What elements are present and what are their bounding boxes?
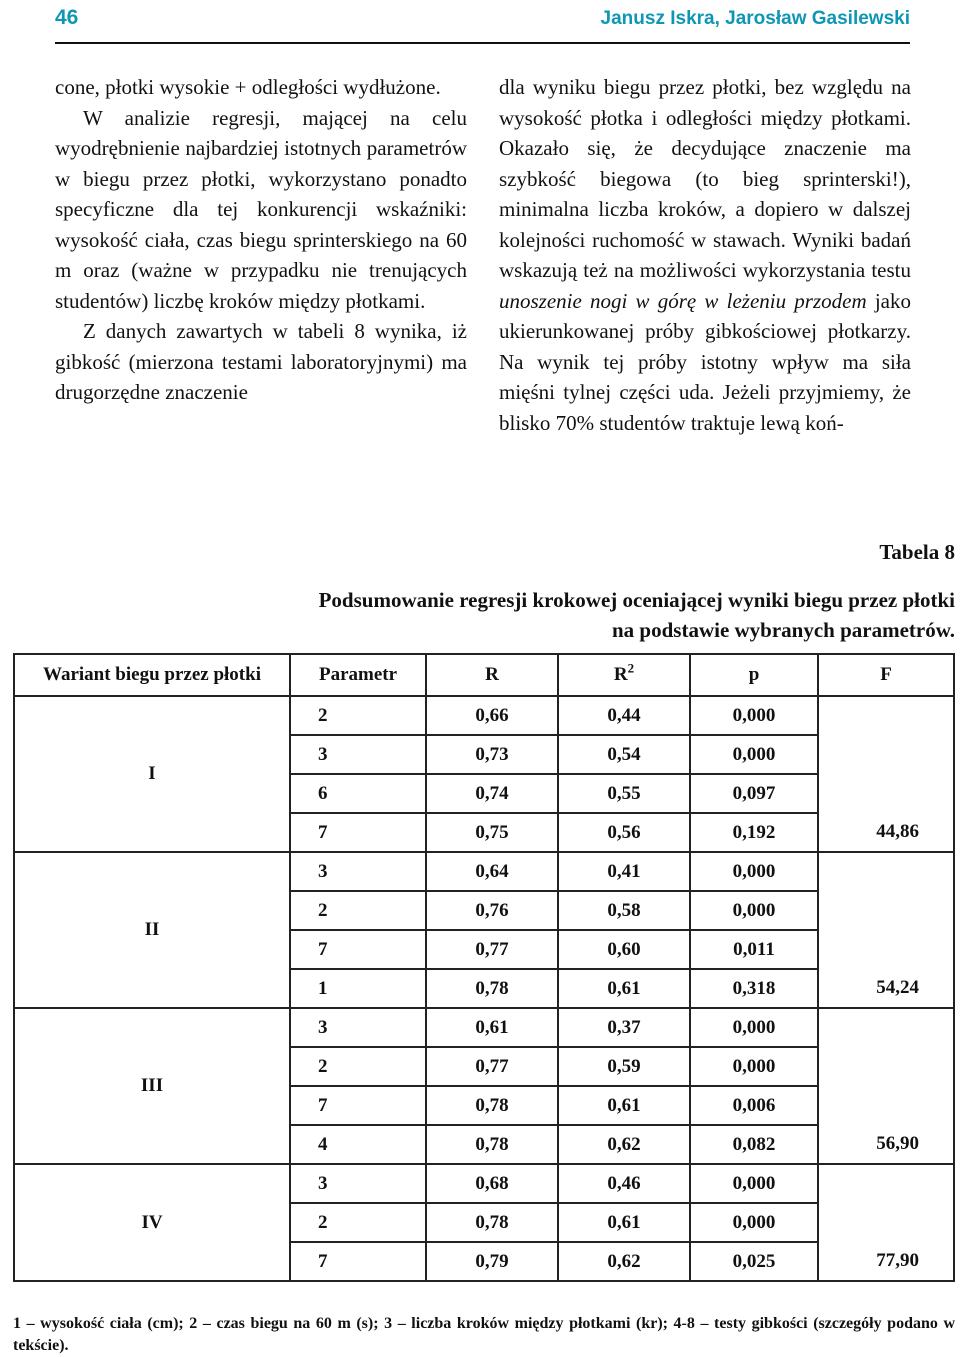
r-squared-cell: 0,37 (558, 1008, 690, 1047)
paragraph-continuation: cone, płotki wysokie + odległości wydłużone. (55, 75, 441, 99)
variant-cell: I (14, 696, 290, 852)
table-label: Tabela 8 (879, 540, 955, 564)
r-squared-cell: 0,61 (558, 1203, 690, 1242)
r-squared-cell: 0,59 (558, 1047, 690, 1086)
table-row (14, 852, 954, 891)
r-squared-cell: 0,41 (558, 852, 690, 891)
r-squared-cell: 0,60 (558, 930, 690, 969)
r-cell: 0,78 (426, 1125, 558, 1164)
r-cell: 0,68 (426, 1164, 558, 1203)
running-header-authors: Janusz Iskra, Jarosław Gasilewski (600, 8, 910, 29)
p-value-cell: 0,000 (690, 1008, 818, 1047)
r-squared-cell: 0,61 (558, 1086, 690, 1125)
f-value-cell (818, 696, 954, 735)
f-value-cell (818, 735, 954, 774)
param-cell: 7 (290, 813, 426, 852)
page-number: 46 (55, 6, 79, 29)
p-value-cell: 0,000 (690, 891, 818, 930)
paragraph-results (499, 72, 911, 438)
param-cell: 2 (290, 1047, 426, 1086)
paragraph-regression-analysis: W analizie regresji, mającej na celu wyodrębnienie najbardziej istotnych parametrów w biegu przez płotki, wykorzystano ponadto specyficzne dla tej konkurencji wskaźniki: wysokość ciała, czas biegu sprinterskiego na 60 m oraz (ważne w przypadku nie trenujących studentów) liczbę kroków między płotkami. (55, 105, 467, 313)
param-cell: 1 (290, 969, 426, 1008)
results-text-part-1: dla wyniku biegu przez płotki, bez względu na wysokość płotka i odległości między płotkami. Okazało się, że decydujące znaczenie ma szybkość biegowa (to bieg sprinterski!), minimalna liczba kroków, a dopiero w dalszej kolejności ruchomość w stawach. Wyniki badań wskazują też na możliwości wykorzystania testu (499, 75, 911, 282)
r-squared-cell: 0,54 (558, 735, 690, 774)
p-value-cell: 0,000 (690, 852, 818, 891)
r-squared-cell: 0,58 (558, 891, 690, 930)
p-value-cell: 0,011 (690, 930, 818, 969)
r-squared-cell: 0,62 (558, 1242, 690, 1281)
p-value-cell: 0,006 (690, 1086, 818, 1125)
header-r-squared-base: R (613, 664, 628, 685)
p-value-cell: 0,000 (690, 1164, 818, 1203)
paragraph-table-8-intro: Z danych zawartych w tabeli 8 wynika, iż gibkość (mierzona testami laboratoryjnymi) ma drugorzędne znaczenie (55, 319, 467, 404)
r-cell: 0,78 (426, 969, 558, 1008)
header-p: p (690, 654, 818, 696)
f-value-cell: 54,24 (818, 969, 954, 1008)
header-r-squared-superscript: 2 (627, 660, 635, 676)
p-value-cell: 0,318 (690, 969, 818, 1008)
table-footnote: 1 – wysokość ciała (cm); 2 – czas biegu na 60 m (s); 3 – liczba kroków między płotkami (kr); 4-8 – testy gibkości (szczegóły podano w tekście). (13, 1315, 955, 1354)
header-f: F (818, 654, 954, 696)
f-value-cell (818, 930, 954, 969)
variant-cell: II (14, 852, 290, 1008)
r-cell: 0,75 (426, 813, 558, 852)
r-squared-cell: 0,56 (558, 813, 690, 852)
param-cell: 2 (290, 1203, 426, 1242)
table-caption-line-2: na podstawie wybranych parametrów. (611, 618, 955, 642)
f-value-cell (818, 1086, 954, 1125)
variant-cell: IV (14, 1164, 290, 1281)
f-value-cell (818, 774, 954, 813)
p-value-cell: 0,192 (690, 813, 818, 852)
header-r: R (426, 654, 558, 696)
r-cell: 0,78 (426, 1203, 558, 1242)
r-squared-cell: 0,61 (558, 969, 690, 1008)
variant-cell: III (14, 1008, 290, 1164)
f-value-cell (818, 1164, 954, 1203)
table-row (14, 1008, 954, 1047)
f-value-cell: 77,90 (818, 1242, 954, 1281)
r-squared-cell: 0,55 (558, 774, 690, 813)
r-cell: 0,61 (426, 1008, 558, 1047)
r-cell: 0,64 (426, 852, 558, 891)
table-caption-line-1: Podsumowanie regresji krokowej oceniającej wyniki biegu przez płotki (318, 588, 955, 612)
f-value-cell (818, 852, 954, 891)
p-value-cell: 0,000 (690, 1203, 818, 1242)
param-cell: 2 (290, 696, 426, 735)
p-value-cell: 0,000 (690, 696, 818, 735)
r-cell: 0,77 (426, 1047, 558, 1086)
p-value-cell: 0,000 (690, 1047, 818, 1086)
running-header (55, 6, 910, 44)
param-cell: 3 (290, 1164, 426, 1203)
param-cell: 3 (290, 852, 426, 891)
table-row (14, 1164, 954, 1203)
r-cell: 0,78 (426, 1086, 558, 1125)
param-cell: 3 (290, 1008, 426, 1047)
param-cell: 7 (290, 1242, 426, 1281)
regression-results-table (13, 653, 955, 1282)
param-cell: 2 (290, 891, 426, 930)
f-value-cell (818, 1008, 954, 1047)
test-name-emphasis: unoszenie nogi w górę w leżeniu przodem (499, 288, 867, 313)
header-variant: Wariant biegu przez płotki (14, 654, 290, 696)
header-r-squared (558, 654, 690, 696)
f-value-cell (818, 891, 954, 930)
header-parameter: Parametr (290, 654, 426, 696)
r-cell: 0,73 (426, 735, 558, 774)
left-text-column (55, 72, 467, 408)
p-value-cell: 0,025 (690, 1242, 818, 1281)
r-squared-cell: 0,62 (558, 1125, 690, 1164)
r-cell: 0,66 (426, 696, 558, 735)
f-value-cell (818, 1047, 954, 1086)
p-value-cell: 0,082 (690, 1125, 818, 1164)
table-header-row (14, 654, 954, 696)
f-value-cell: 56,90 (818, 1125, 954, 1164)
right-text-column (499, 72, 911, 438)
param-cell: 6 (290, 774, 426, 813)
table-caption (95, 585, 955, 645)
results-text-part-2: jako ukierunkowanej próby gibkościowej płotkarzy. Na wynik tej próby istotny wpływ ma siła mięśni tylnej części uda. Jeżeli przyjmiemy, że blisko 70% studentów traktuje lewą koń- (499, 288, 912, 435)
r-cell: 0,77 (426, 930, 558, 969)
p-value-cell: 0,097 (690, 774, 818, 813)
p-value-cell: 0,000 (690, 735, 818, 774)
param-cell: 7 (290, 930, 426, 969)
table-body (14, 696, 954, 1281)
r-squared-cell: 0,44 (558, 696, 690, 735)
param-cell: 7 (290, 1086, 426, 1125)
r-cell: 0,74 (426, 774, 558, 813)
table-row (14, 696, 954, 735)
r-squared-cell: 0,46 (558, 1164, 690, 1203)
f-value-cell: 44,86 (818, 813, 954, 852)
r-cell: 0,76 (426, 891, 558, 930)
r-cell: 0,79 (426, 1242, 558, 1281)
param-cell: 4 (290, 1125, 426, 1164)
f-value-cell (818, 1203, 954, 1242)
param-cell: 3 (290, 735, 426, 774)
